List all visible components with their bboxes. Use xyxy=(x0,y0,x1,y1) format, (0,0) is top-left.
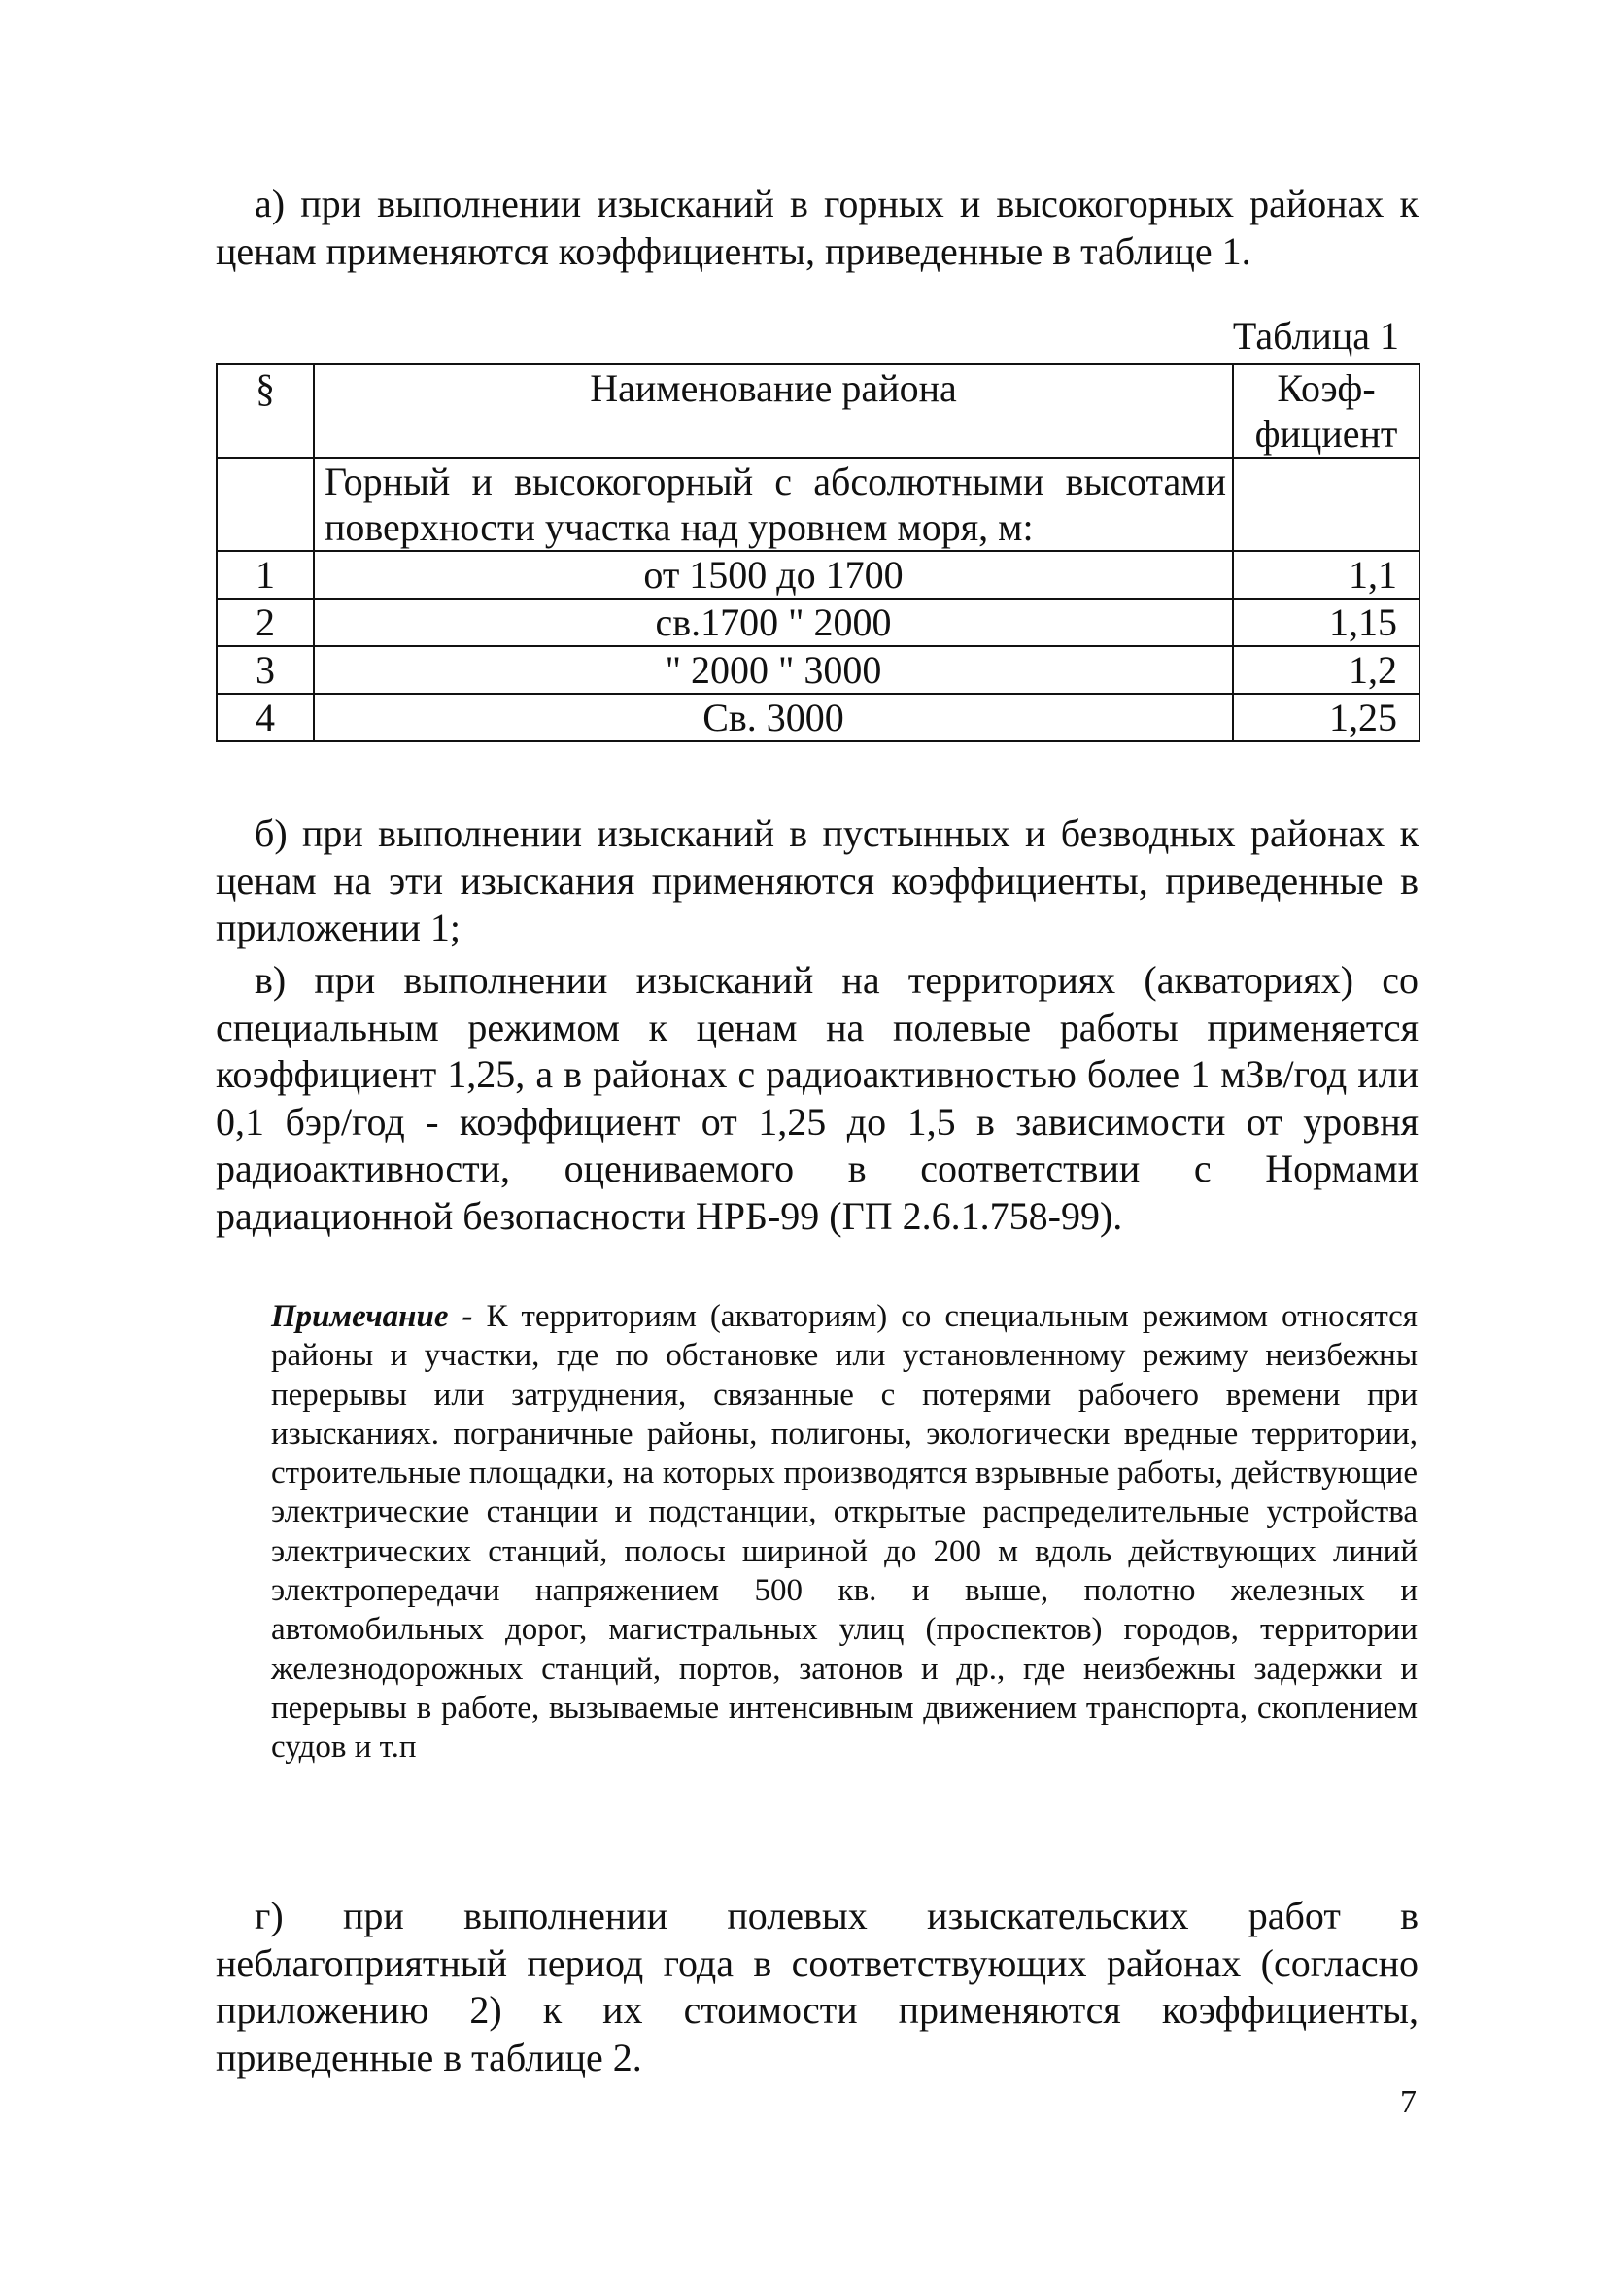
header-coefficient: Коэф-фициент xyxy=(1233,364,1419,458)
paragraph-v: в) при выполнении изысканий на территориях (акваториях) со специальным режимом к ценам на полевые работы применяется коэффициент 1,25, а в районах с радиоактивностью более 1 мЗв/год или 0,1 бэр/год - коэффициент от 1,25 до 1,5 в зависимости от уровня радиоактивности, оцениваемого в соответствии с Нормами радиационной безопасности НРБ-99 (ГП 2.6.1.758-99). xyxy=(216,958,1419,1238)
row-name: Св. 3000 xyxy=(314,694,1233,741)
paragraph-a: а) при выполнении изысканий в горных и высокогорных районах к ценам применяются коэффициенты, приведенные в таблице 1. xyxy=(216,182,1419,273)
header-section-sign: § xyxy=(217,364,314,458)
table-caption: Таблица 1 xyxy=(1232,314,1399,358)
table-group-row xyxy=(217,458,1419,551)
table-row xyxy=(217,646,1419,694)
note-label: Примечание - xyxy=(271,1299,473,1334)
row-coef: 1,15 xyxy=(1233,599,1419,646)
note-block xyxy=(271,1297,1418,1767)
group-empty-coef xyxy=(1233,458,1419,551)
row-num: 2 xyxy=(217,599,314,646)
row-name: св.1700 " 2000 xyxy=(314,599,1233,646)
table-row xyxy=(217,694,1419,741)
table-row xyxy=(217,551,1419,599)
paragraph-g: г) при выполнении полевых изыскательских работ в неблагоприятный период года в соответствующих районах (согласно приложению 2) к их стоимости применяются коэффициенты, приведенные в таблице 2. xyxy=(216,1894,1419,2079)
group-row-label: Горный и высокогорный с абсолютными высотами поверхности участка над уровнем моря, м: xyxy=(314,458,1233,551)
table-row xyxy=(217,599,1419,646)
page-number: 7 xyxy=(1400,2084,1417,2120)
group-empty-num xyxy=(217,458,314,551)
row-num: 3 xyxy=(217,646,314,694)
row-name: от 1500 до 1700 xyxy=(314,551,1233,599)
row-name: " 2000 " 3000 xyxy=(314,646,1233,694)
table-header-row xyxy=(217,364,1419,458)
row-num: 4 xyxy=(217,694,314,741)
header-region-name: Наименование района xyxy=(314,364,1233,458)
row-num: 1 xyxy=(217,551,314,599)
note-text: К территориям (акваториям) со специальным режимом относятся районы и участки, где по обстановке или установленному режиму неизбежны перерывы или затруднения, связанные с потерями рабочего времени при изысканиях. пограничные районы, полигоны, экологически вредные территории, строительные площадки, на которых производятся взрывные работы, действующие электрические станции и подстанции, открытые распределительные устройства электрических станций, полосы шириной до 200 м вдоль действующих линий электропередачи напряжением 500 кв. и выше, полотно железных и автомобильных дорог, магистральных улиц (проспектов) городов, территории железнодорожных станций, портов, затонов и др., где неизбежны задержки и перерывы в работе, вызываемые интенсивным движением транспорта, скоплением судов и т.п xyxy=(271,1299,1418,1765)
paragraph-b: б) при выполнении изысканий в пустынных и безводных районах к ценам на эти изыскания применяются коэффициенты, приведенные в приложении 1; xyxy=(216,811,1419,950)
row-coef: 1,1 xyxy=(1233,551,1419,599)
row-coef: 1,25 xyxy=(1233,694,1419,741)
coefficient-table xyxy=(216,363,1420,742)
row-coef: 1,2 xyxy=(1233,646,1419,694)
